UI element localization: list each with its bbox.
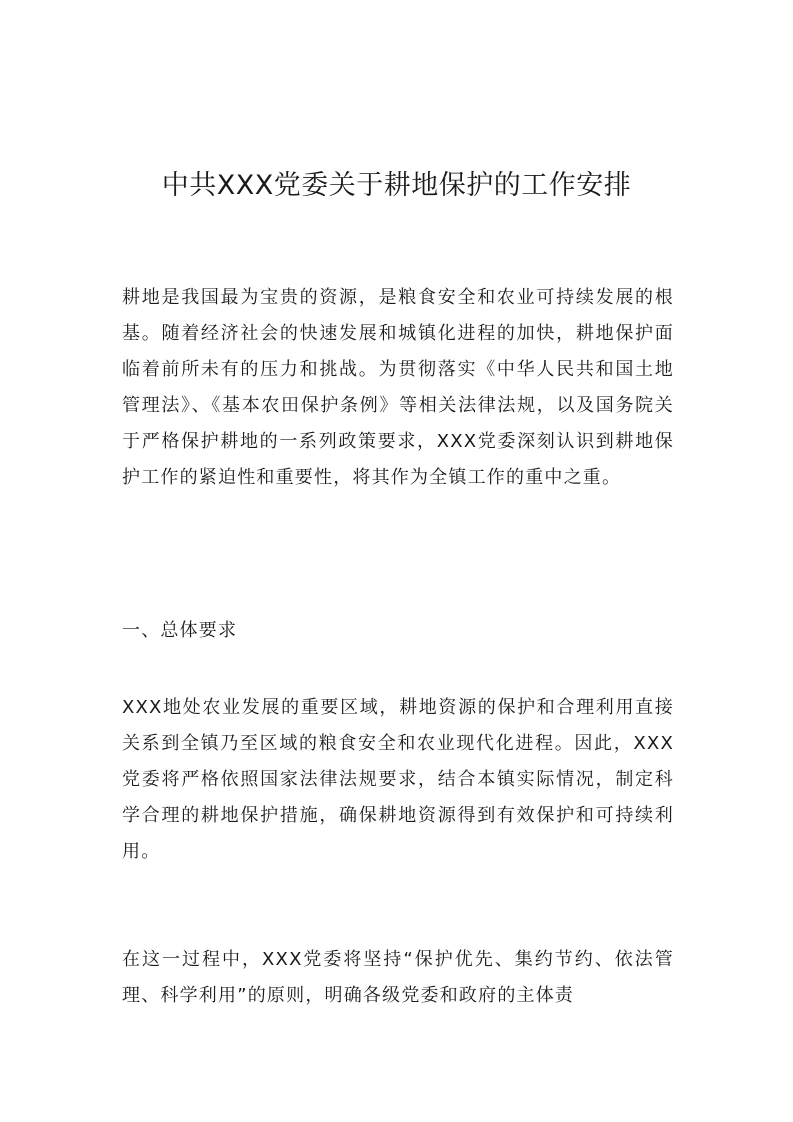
section-heading-general-requirements: 一、总体要求 (122, 620, 238, 641)
intro-paragraph: 耕地是我国最为宝贵的资源，是粮食安全和农业可持续发展的根基。随着经济社会的快速发展和城镇化进程的加快，耕地保护面临着前所未有的压力和挑战。为贯彻落实《中华人民共和国土地管理法》、《基本农田保护条例》等相关法律法规，以及国务院关于严格保护耕地的一系列政策要求，XXX党委深刻认识到耕地保护工作的紧迫性和重要性，将其作为全镇工作的重中之重。 (122, 287, 674, 488)
principles-paragraph: 在这一过程中，XXX党委将坚持“保护优先、集约节约、依法管理、科学利用”的原则，明确各级党委和政府的主体责 (122, 949, 674, 1006)
document-title: 中共XXX党委关于耕地保护的工作安排 (161, 170, 632, 201)
general-requirements-paragraph: XXX地处农业发展的重要区域，耕地资源的保护和合理利用直接关系到全镇乃至区域的粮食安全和农业现代化进程。因此，XXX党委将严格依照国家法律法规要求，结合本镇实际情况，制定科学合理的耕地保护措施，确保耕地资源得到有效保护和可持续利用。 (122, 697, 674, 862)
